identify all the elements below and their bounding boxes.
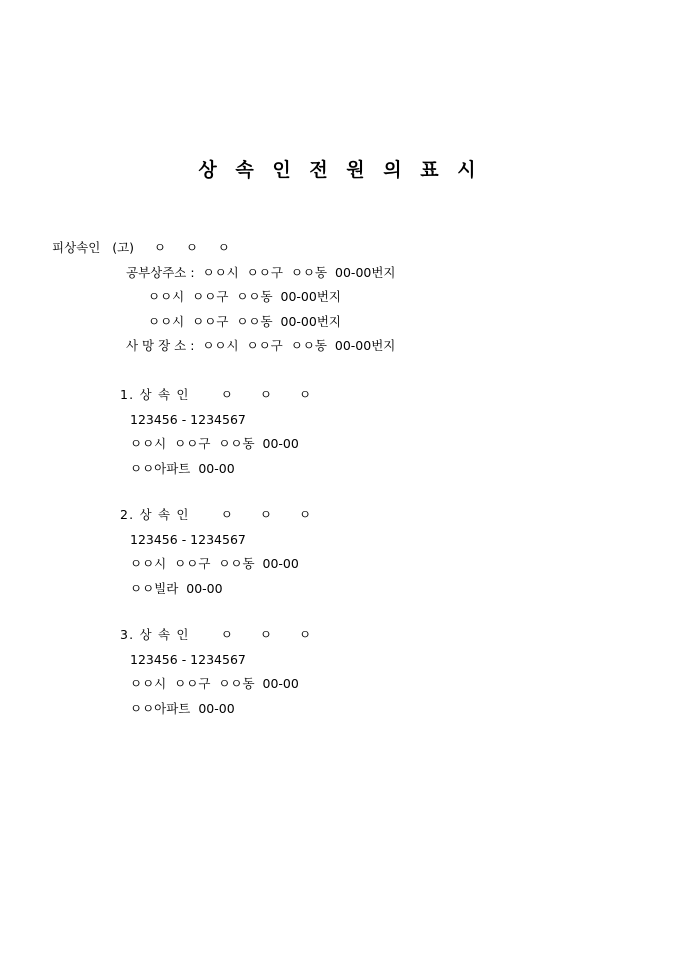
page-title: 상 속 인 전 원 의 표 시: [198, 159, 482, 181]
decedent-block: [52, 236, 396, 359]
heir-head: 2. 상 속 인 ㅇ ㅇ ㅇ: [120, 507, 313, 522]
heir-id-number: 123456 - 1234567: [130, 651, 246, 667]
heir-address: ㅇㅇ시 ㅇㅇ구 ㅇㅇ동 00-00: [130, 676, 299, 691]
heir-id-number: 123456 - 1234567: [130, 531, 246, 547]
decedent-address-line-3: ㅇㅇ시 ㅇㅇ구 ㅇㅇ동 00-00번지: [148, 313, 341, 329]
decedent-label-line: 피상속인 (고) ㅇ ㅇ ㅇ: [52, 240, 230, 255]
heir-address: ㅇㅇ시 ㅇㅇ구 ㅇㅇ동 00-00: [130, 436, 299, 451]
heir-head: 1. 상 속 인 ㅇ ㅇ ㅇ: [120, 387, 313, 402]
heir-address-detail: ㅇㅇ빌라 00-00: [130, 580, 223, 596]
heir-address-detail: ㅇㅇ아파트 00-00: [130, 700, 235, 716]
heir-id-number: 123456 - 1234567: [130, 411, 246, 427]
list-item: [52, 383, 312, 481]
heir-address: ㅇㅇ시 ㅇㅇ구 ㅇㅇ동 00-00: [130, 556, 299, 571]
heir-address-detail: ㅇㅇ아파트 00-00: [130, 460, 235, 476]
decedent-address-line-2: ㅇㅇ시 ㅇㅇ구 ㅇㅇ동 00-00번지: [148, 289, 341, 304]
decedent-death-place-line: 사 망 장 소 : ㅇㅇ시 ㅇㅇ구 ㅇㅇ동 00-00번지: [126, 338, 396, 353]
heir-list: [52, 383, 312, 743]
heir-head: 3. 상 속 인 ㅇ ㅇ ㅇ: [120, 627, 313, 642]
list-item: [52, 503, 312, 601]
decedent-address-line-1: 공부상주소 : ㅇㅇ시 ㅇㅇ구 ㅇㅇ동 00-00번지: [126, 264, 396, 280]
list-item: [52, 623, 312, 721]
